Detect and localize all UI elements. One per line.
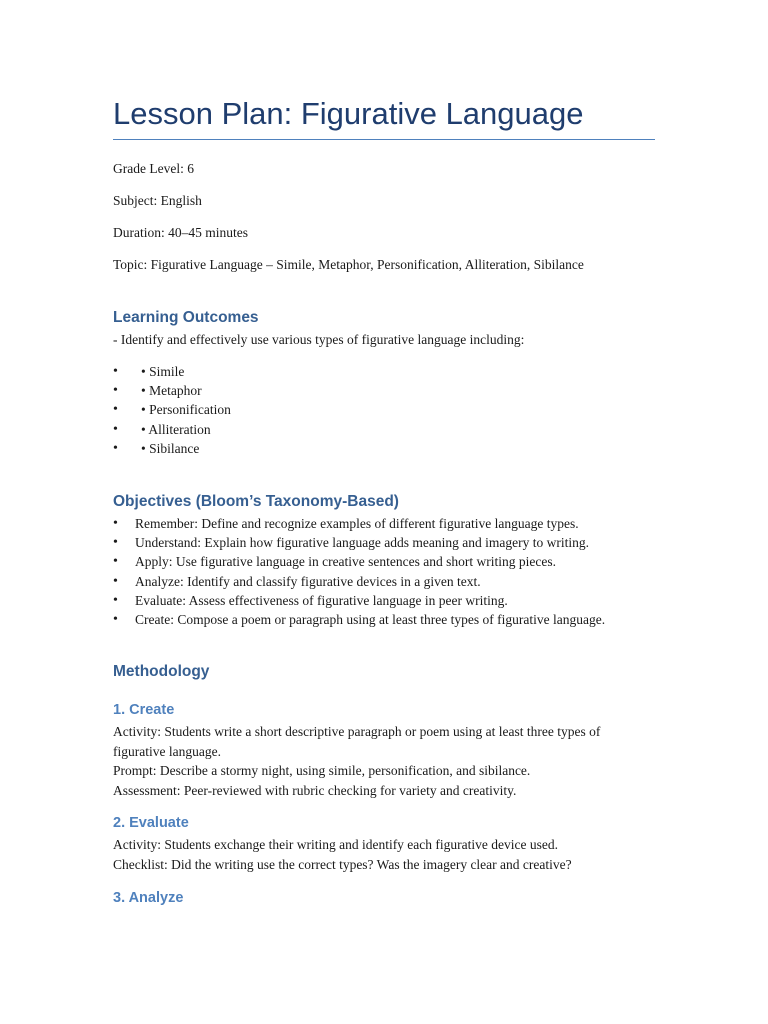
topic: Topic: Figurative Language – Simile, Metaphor, Personification, Alliteration, Sibilance	[113, 257, 584, 272]
create-activity-line-2: figurative language.	[113, 743, 221, 759]
learning-outcomes-intro: - Identify and effectively use various types of figurative language including:	[113, 332, 525, 347]
bullet-icon: •	[113, 592, 118, 608]
objectives-list	[113, 514, 605, 629]
list-item: • • Metaphor	[113, 381, 231, 400]
bullet-icon: •	[113, 440, 118, 456]
list-item: • Understand: Explain how figurative language adds meaning and imagery to writing.	[113, 533, 605, 552]
create-prompt: Prompt: Describe a stormy night, using simile, personification, and sibilance.	[113, 763, 531, 778]
list-item: • • Sibilance	[113, 439, 231, 458]
list-item: • Create: Compose a poem or paragraph using at least three types of figurative language.	[113, 610, 605, 629]
list-item: • Evaluate: Assess effectiveness of figurative language in peer writing.	[113, 591, 605, 610]
grade-level: Grade Level: 6	[113, 161, 194, 176]
list-item: • • Alliteration	[113, 420, 231, 439]
create-heading: 1. Create	[113, 702, 175, 718]
evaluate-heading: 2. Evaluate	[113, 815, 189, 831]
bullet-icon: •	[113, 383, 118, 399]
bullet-icon: •	[113, 612, 118, 628]
bullet-icon: •	[113, 421, 118, 437]
bullet-icon: •	[113, 402, 118, 418]
evaluate-activity: Activity: Students exchange their writing and identify each figurative device used.	[113, 837, 558, 852]
list-item: • Apply: Use figurative language in creative sentences and short writing pieces.	[113, 552, 605, 571]
bullet-icon: •	[113, 364, 118, 379]
evaluate-checklist: Checklist: Did the writing use the correct types? Was the imagery clear and creative?	[113, 856, 572, 872]
bullet-icon: •	[113, 516, 118, 531]
learning-outcomes-list	[113, 362, 231, 458]
learning-outcomes-heading: Learning Outcomes	[113, 309, 259, 326]
title-underline	[113, 139, 655, 140]
create-activity-line-1: Activity: Students write a short descriptive paragraph or poem using at least three types of	[113, 724, 601, 739]
list-item: • Analyze: Identify and classify figurative devices in a given text.	[113, 572, 605, 591]
evaluate-section-text	[113, 835, 658, 874]
bullet-icon: •	[113, 535, 118, 551]
bullet-icon: •	[113, 554, 118, 570]
create-assessment: Assessment: Peer-reviewed with rubric checking for variety and creativity.	[113, 782, 517, 798]
analyze-heading: 3. Analyze	[113, 890, 184, 906]
list-item: • • Personification	[113, 400, 231, 419]
duration: Duration: 40–45 minutes	[113, 225, 248, 240]
methodology-heading: Methodology	[113, 663, 210, 680]
list-item: • Remember: Define and recognize examples of different figurative language types.	[113, 514, 605, 533]
objectives-heading: Objectives (Bloom’s Taxonomy-Based)	[113, 493, 399, 510]
page-title: Lesson Plan: Figurative Language	[113, 96, 584, 131]
create-section-text	[113, 722, 658, 800]
bullet-icon: •	[113, 573, 118, 589]
list-item: • • Simile	[113, 362, 231, 381]
subject: Subject: English	[113, 193, 202, 208]
